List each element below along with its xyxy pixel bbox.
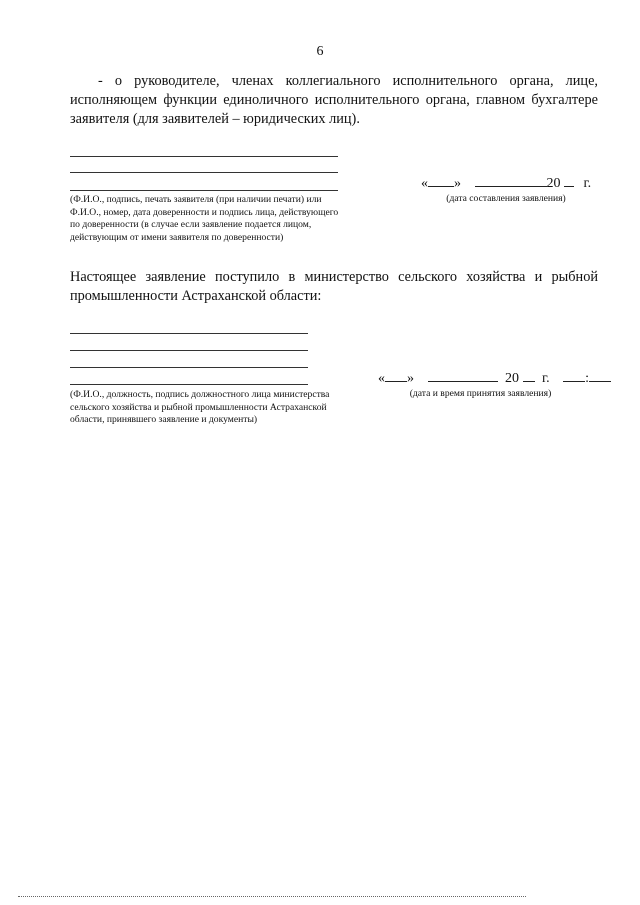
official-signature-caption: (Ф.И.О., должность, подпись должностного лица министерства сельского хозяйства и рыбной промышленности Астраханской области, принявшего заявление и документы) [70, 389, 330, 426]
received-date-close-quote: » [407, 371, 414, 386]
date-year-field[interactable] [564, 186, 574, 187]
received-date-caption: (дата и время принятия заявления) [409, 388, 552, 399]
date-month-field[interactable] [475, 186, 547, 187]
received-time-separator: : [585, 371, 590, 386]
date-year-prefix: 20 [546, 176, 561, 191]
received-minute-field[interactable] [589, 381, 611, 382]
received-date-row [378, 371, 611, 387]
application-date-caption: (дата составления заявления) [446, 193, 566, 204]
received-date-year-prefix: 20 [505, 371, 519, 386]
intro-paragraph: - о руководителе, членах коллегиального исполнительного органа, лице, исполняющем функции единоличного исполнительного органа, главном бухгалтере заявителя (для заявителей – юридических лиц). [70, 73, 598, 127]
date-open-quote: « [421, 176, 428, 191]
page-number: 6 [316, 44, 324, 59]
applicant-signature-line-2[interactable] [70, 172, 338, 173]
received-date-open-quote: « [378, 371, 385, 386]
date-day-field[interactable] [428, 186, 454, 187]
received-year-field[interactable] [523, 381, 535, 382]
page-footer-divider [18, 896, 526, 897]
applicant-signature-line-1[interactable] [70, 156, 338, 157]
official-signature-line-2[interactable] [70, 350, 308, 351]
received-month-field[interactable] [428, 381, 498, 382]
applicant-signature-line-3[interactable] [70, 190, 338, 191]
received-day-field[interactable] [385, 381, 407, 382]
received-hour-field[interactable] [563, 381, 585, 382]
date-close-quote: » [454, 176, 461, 191]
received-paragraph: Настоящее заявление поступило в министерство сельского хозяйства и рыбной промышленности Астраханской области: [70, 269, 598, 304]
official-signature-line-1[interactable] [70, 333, 308, 334]
official-signature-line-3[interactable] [70, 367, 308, 368]
official-signature-line-4[interactable] [70, 384, 308, 385]
received-date-year-suffix: г. [542, 371, 550, 386]
applicant-signature-caption: (Ф.И.О., подпись, печать заявителя (при наличии печати) или Ф.И.О., номер, дата доверенности и подпись лица, действующего по доверенности (в случае если заявление подается лицом, действующим от имени заявителя по доверенности) [70, 194, 339, 243]
date-year-suffix: г. [583, 176, 592, 191]
application-date-row [421, 176, 591, 192]
